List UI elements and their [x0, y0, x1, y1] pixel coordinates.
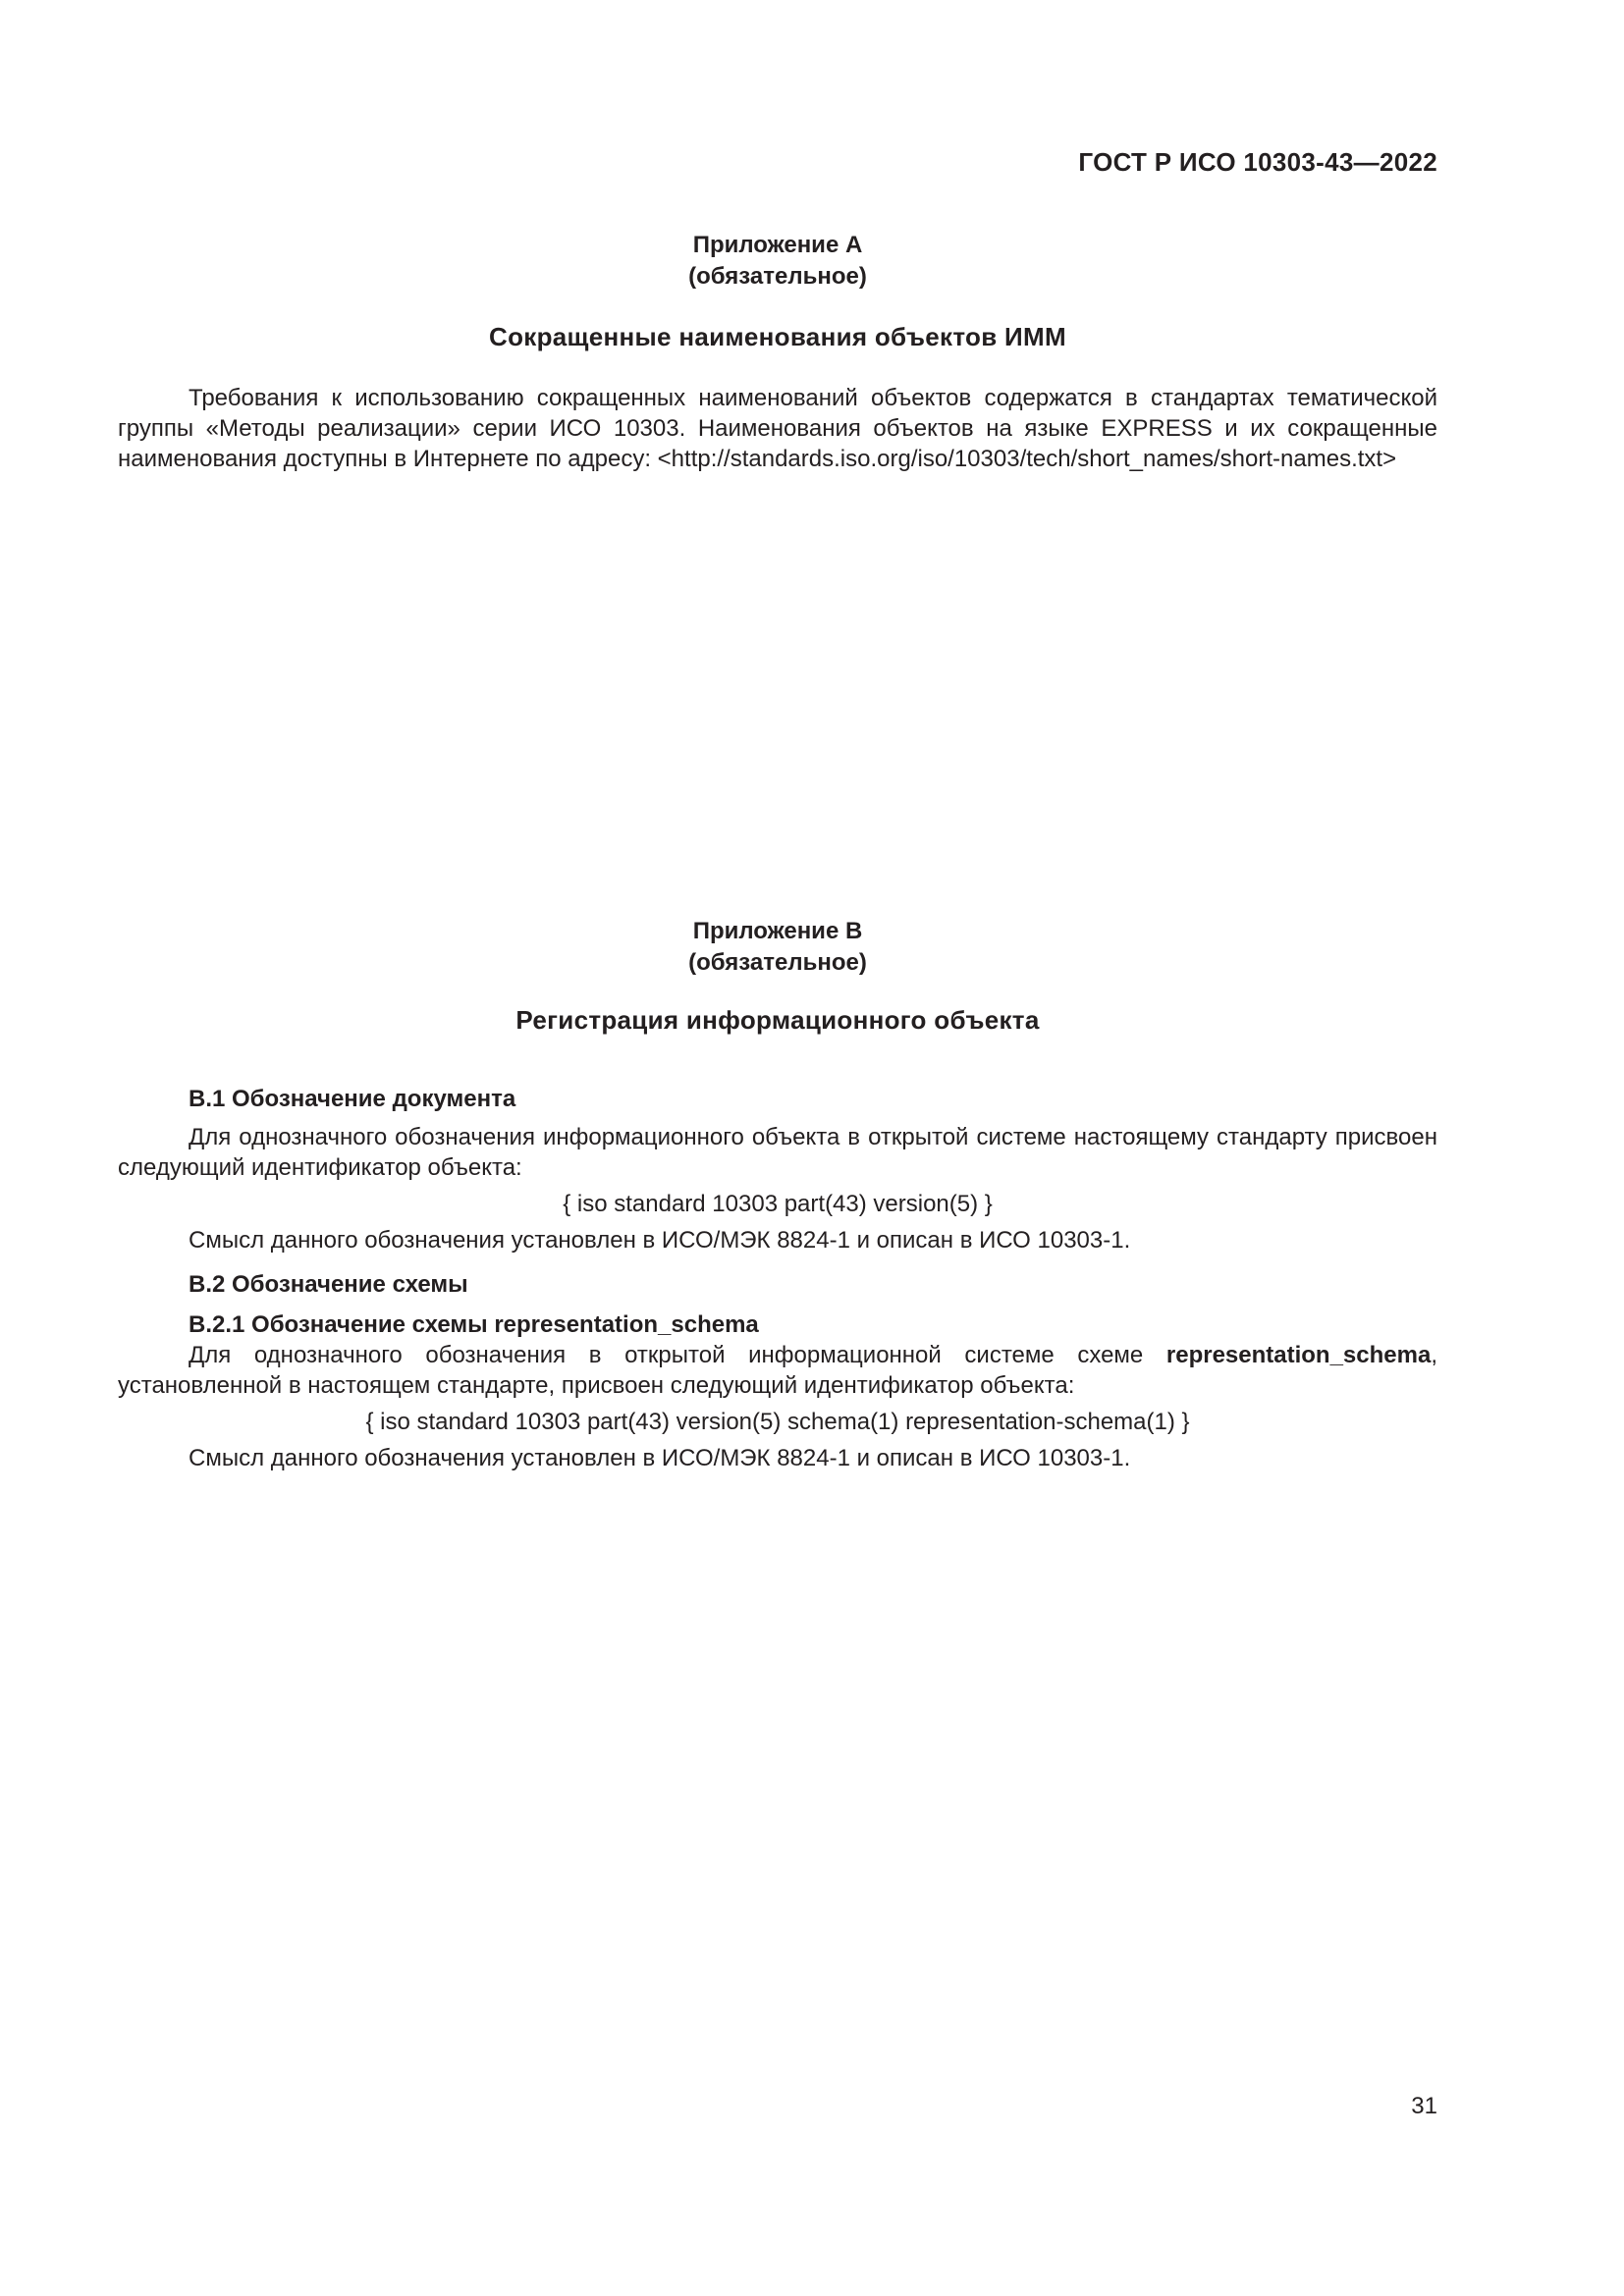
section-b21-paragraph-end: , установленной в настоящем стандарте, присвоен следующий идентификатор объекта: — [118, 1342, 1437, 1399]
section-b1-paragraph: Для однозначного обозначения информационного объекта в открытой системе настоящему стандарту присвоен следующий идентификатор объекта: — [118, 1124, 1437, 1181]
annex-b-heading — [118, 916, 1437, 979]
section-b1-identifier: { iso standard 10303 part(43) version(5) } — [563, 1191, 993, 1217]
annex-a-status: (обязательное) — [688, 263, 867, 290]
annex-a-label: Приложение А — [692, 232, 863, 258]
annex-b-title: Регистрация информационного объекта — [515, 1005, 1040, 1035]
section-b21-paragraph — [118, 1340, 1437, 1401]
annex-a-heading — [118, 230, 1437, 293]
section-b21-note: Смысл данного обозначения установлен в ИСО/МЭК 8824-1 и описан в ИСО 10303-1. — [189, 1445, 1131, 1471]
section-b21-identifier: { iso standard 10303 part(43) version(5) schema(1) representation-schema(1) } — [365, 1409, 1190, 1435]
section-b1-heading: В.1 Обозначение документа — [189, 1086, 516, 1112]
annex-a-title: Сокращенные наименования объектов ИММ — [489, 322, 1066, 351]
document-id: ГОСТ Р ИСО 10303-43—2022 — [1078, 147, 1437, 177]
annex-a-body — [118, 383, 1437, 474]
schema-name: representation_schema — [1165, 1342, 1432, 1368]
page-number: 31 — [1411, 2093, 1437, 2119]
section-b2-heading: В.2 Обозначение схемы — [189, 1271, 468, 1298]
section-b21-paragraph-start: Для однозначного обозначения в открытой информационной системе схеме — [189, 1342, 1166, 1368]
annex-b-status: (обязательное) — [688, 949, 867, 976]
annex-a-paragraph: Требования к использованию сокращенных наименований объектов содержатся в стандартах тематической группы «Методы реализации» серии ИСО 10303. Наименования объектов на языке EXPRESS и их сокращенные наименования доступны в Интернете по адресу: <http://standards.iso.org/iso/10303/tech/short_names/short-names.txt> — [118, 385, 1437, 472]
annex-b-body — [118, 1084, 1437, 1473]
annex-b-label: Приложение В — [692, 918, 863, 944]
section-b21-heading: В.2.1 Обозначение схемы representation_schema — [189, 1311, 759, 1338]
section-b1-note: Смысл данного обозначения установлен в ИСО/МЭК 8824-1 и описан в ИСО 10303-1. — [189, 1227, 1131, 1254]
